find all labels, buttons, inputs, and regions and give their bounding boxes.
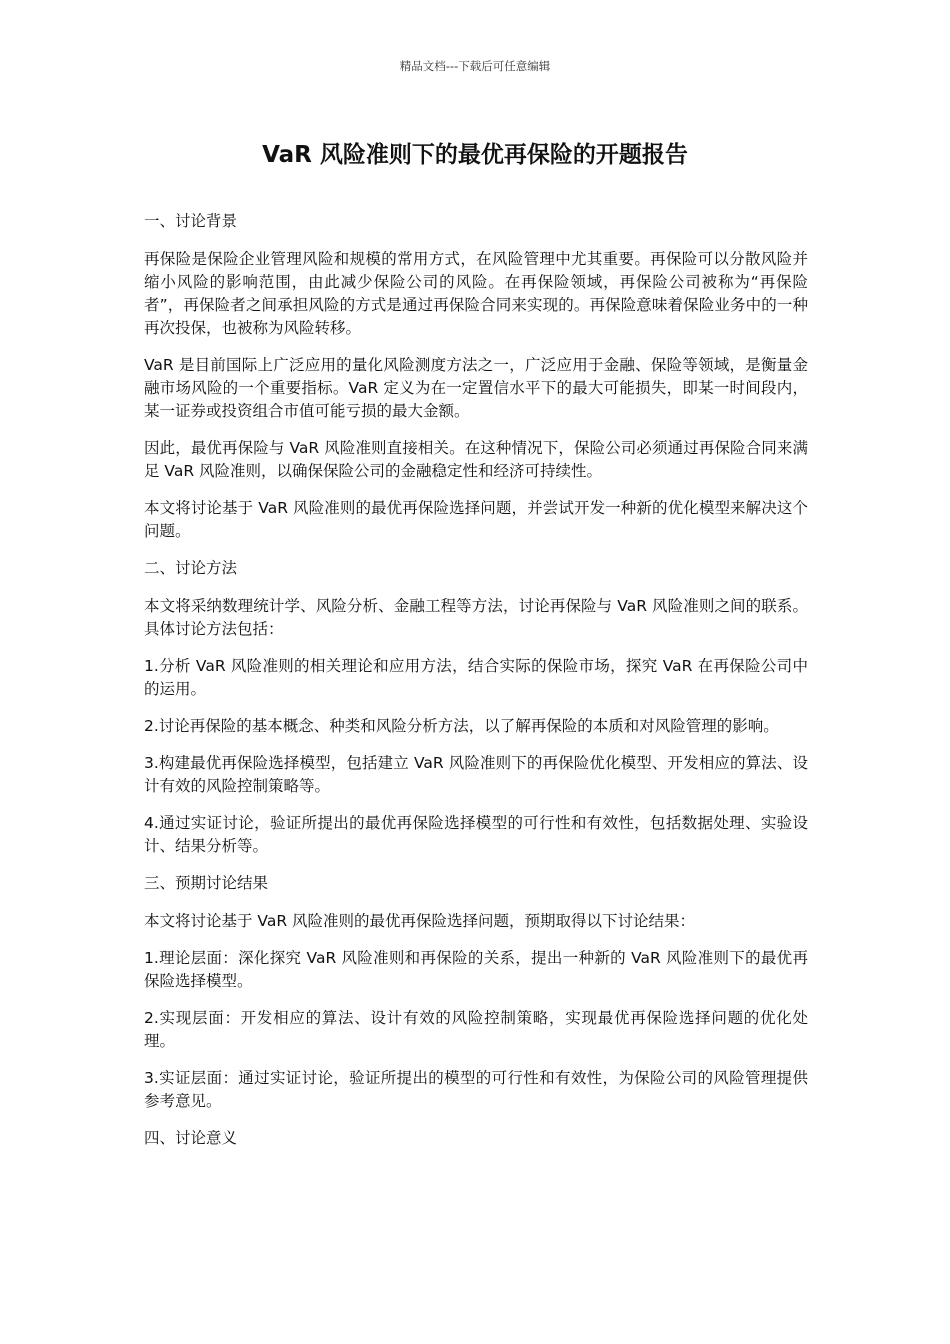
section-heading: 二、讨论方法 (144, 559, 238, 577)
list-item: 3.实证层面：通过实证讨论，验证所提出的模型的可行性和有效性，为保险公司的风险管理提供参考意见。 (144, 1069, 808, 1110)
list-item: 2.实现层面：开发相应的算法、设计有效的风险控制策略，实现最优再保险选择问题的优化处理。 (144, 1009, 808, 1050)
section-heading: 三、预期讨论结果 (144, 874, 269, 892)
paragraph: 本文将采纳数理统计学、风险分析、金融工程等方法，讨论再保险与 VaR 风险准则之间的联系。具体讨论方法包括： (144, 597, 808, 638)
document-body (144, 210, 808, 1165)
list-item: 1.分析 VaR 风险准则的相关理论和应用方法，结合实际的保险市场，探究 VaR 在再保险公司中的运用。 (144, 657, 808, 698)
list-item: 4.通过实证讨论，验证所提出的最优再保险选择模型的可行性和有效性，包括数据处理、实验设计、结果分析等。 (144, 814, 808, 855)
list-item: 3.构建最优再保险选择模型，包括建立 VaR 风险准则下的再保险优化模型、开发相应的算法、设计有效的风险控制策略等。 (144, 754, 808, 795)
list-item: 2.讨论再保险的基本概念、种类和风险分析方法，以了解再保险的本质和对风险管理的影响。 (144, 717, 779, 735)
paragraph: 本文将讨论基于 VaR 风险准则的最优再保险选择问题，预期取得以下讨论结果： (144, 912, 696, 930)
page-header: 精品文档---下载后可任意编辑 (399, 59, 551, 73)
list-item: 1.理论层面：深化探究 VaR 风险准则和再保险的关系，提出一种新的 VaR 风险准则下的最优再保险选择模型。 (144, 949, 808, 990)
paragraph: 本文将讨论基于 VaR 风险准则的最优再保险选择问题，并尝试开发一种新的优化模型来解决这个问题。 (144, 499, 808, 540)
paragraph: VaR 是目前国际上广泛应用的量化风险测度方法之一，广泛应用于金融、保险等领域，是衡量金融市场风险的一个重要指标。VaR 定义为在一定置信水平下的最大可能损失，即某一时间段内，某一证券或投资组合市值可能亏损的最大金额。 (144, 356, 808, 420)
section-heading: 四、讨论意义 (144, 1129, 238, 1147)
document-title: VaR 风险准则下的最优再保险的开题报告 (262, 142, 688, 168)
paragraph: 再保险是保险企业管理风险和规模的常用方式，在风险管理中尤其重要。再保险可以分散风险并缩小风险的影响范围，由此减少保险公司的风险。在再保险领域，再保险公司被称为“再保险者”，再保险者之间承担风险的方式是通过再保险合同来实现的。再保险意味着保险业务中的一种再次投保，也被称为风险转移。 (144, 250, 808, 337)
paragraph: 因此，最优再保险与 VaR 风险准则直接相关。在这种情况下，保险公司必须通过再保险合同来满足 VaR 风险准则，以确保保险公司的金融稳定性和经济可持续性。 (144, 439, 808, 480)
section-heading: 一、讨论背景 (144, 212, 238, 230)
